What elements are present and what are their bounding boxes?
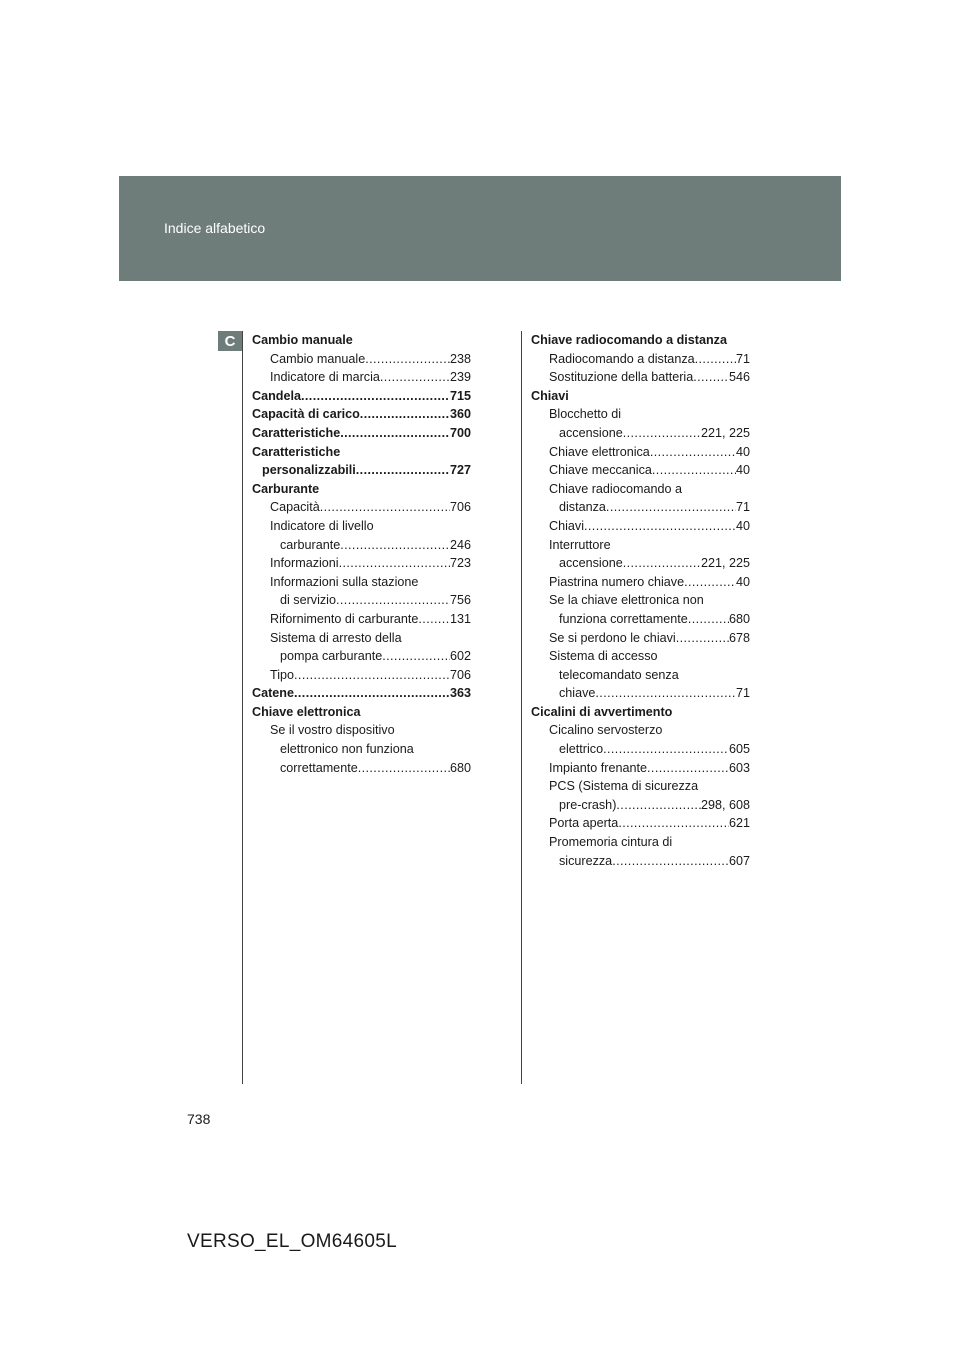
index-entry-text: Cambio manuale: [252, 333, 353, 347]
index-entry: [531, 443, 750, 462]
index-entry: [531, 740, 750, 759]
index-entry: [531, 424, 750, 443]
leader-dots: [360, 405, 450, 424]
index-entry: [252, 331, 471, 350]
index-entry-text: Chiave meccanica: [549, 463, 652, 478]
index-entry: [531, 591, 750, 610]
index-entry-text: Chiavi: [549, 518, 584, 533]
index-entry: [252, 629, 471, 648]
index-entry-text: Chiavi: [531, 388, 569, 403]
index-entry-page: 131: [449, 611, 471, 626]
index-entry-page: 238: [449, 351, 471, 366]
leader-dots: [336, 591, 450, 610]
index-entry: [531, 405, 750, 424]
index-entry-text: Impianto frenante: [549, 760, 648, 775]
index-entry-text: PCS (Sistema di sicurezza: [549, 779, 699, 794]
index-entry-text: Chiave radiocomando a distanza: [531, 333, 727, 347]
index-entry: [252, 554, 471, 573]
index-entry: [531, 368, 750, 387]
index-entry-text: Sistema di accesso: [549, 649, 658, 664]
index-entry: [252, 480, 471, 499]
index-entry: [252, 647, 471, 666]
leader-dots: [650, 443, 736, 462]
index-entry: [531, 703, 750, 722]
index-column-left: [252, 331, 471, 777]
index-entry-page: 680: [449, 760, 471, 775]
index-entry: [252, 498, 471, 517]
leader-dots: [688, 610, 729, 629]
index-entry-text: Cambio manuale: [270, 351, 366, 366]
index-entry-text: Cicalino servosterzo: [549, 723, 663, 738]
index-entry-text: Carburante: [252, 481, 320, 496]
leader-dots: [365, 350, 450, 369]
index-entry: [531, 350, 750, 369]
index-entry-page: 605: [728, 742, 750, 757]
index-entry: [531, 498, 750, 517]
index-entry-text: Rifornimento di carburante: [270, 611, 419, 626]
index-entry: [252, 368, 471, 387]
leader-dots: [294, 666, 450, 685]
index-entry-page: 700: [449, 425, 471, 440]
index-entry: [252, 350, 471, 369]
index-entry: [252, 405, 471, 424]
index-entry-page: 40: [735, 444, 750, 459]
index-entry: [531, 461, 750, 480]
index-entry: [531, 647, 750, 666]
leader-dots: [339, 554, 450, 573]
index-entry: [531, 796, 750, 815]
index-entry-page: 756: [449, 593, 471, 608]
index-entry: [531, 387, 750, 406]
index-entry: [252, 591, 471, 610]
index-entry-text: funziona correttamente: [559, 611, 688, 626]
index-entry: [531, 666, 750, 685]
index-entry-page: 221, 225: [700, 425, 750, 440]
index-entry-text: pompa carburante: [280, 649, 383, 664]
index-entry-text: Piastrina numero chiave: [549, 574, 685, 589]
index-entry-page: 71: [735, 500, 750, 515]
page-number: 738: [187, 1111, 211, 1127]
index-entry-text: Chiave elettronica: [252, 704, 361, 719]
index-entry-page: 607: [728, 853, 750, 868]
index-entry-page: 678: [728, 630, 750, 645]
index-entry-page: 360: [449, 407, 471, 422]
index-entry-text: Caratteristiche: [252, 444, 341, 459]
index-entry-page: 71: [735, 351, 750, 366]
index-entry-page: 546: [728, 370, 750, 385]
index-entry-text: Indicatore di livello: [270, 518, 374, 533]
index-entry: [252, 703, 471, 722]
index-entry-text: Se si perdono le chiavi: [549, 630, 676, 645]
index-entry: [252, 536, 471, 555]
index-entry-page: 727: [449, 463, 471, 478]
index-entry-page: 246: [449, 537, 471, 552]
index-entry-text: elettrico: [559, 742, 604, 757]
header-title: Indice alfabetico: [164, 220, 266, 236]
index-entry: [531, 573, 750, 592]
leader-dots: [606, 498, 736, 517]
leader-dots: [623, 424, 701, 443]
index-entry: [252, 387, 471, 406]
index-entry: [531, 610, 750, 629]
index-entry-text: Cicalini di avvertimento: [531, 704, 673, 719]
column-divider-middle: [521, 331, 522, 1084]
index-entry-text: distanza: [559, 500, 606, 515]
leader-dots: [647, 759, 729, 778]
leader-dots: [356, 461, 450, 480]
leader-dots: [684, 573, 736, 592]
index-entry: [531, 536, 750, 555]
leader-dots: [618, 814, 729, 833]
index-entry-text: personalizzabili: [262, 463, 356, 478]
leader-dots: [320, 498, 450, 517]
index-entry-page: 602: [449, 649, 471, 664]
index-entry-text: Tipo: [270, 667, 295, 682]
index-entry-page: 239: [449, 370, 471, 385]
index-entry-page: 715: [449, 388, 471, 403]
index-entry-text: Porta aperta: [549, 816, 619, 831]
index-entry: [252, 759, 471, 778]
leader-dots: [382, 647, 450, 666]
index-column-right: [531, 331, 750, 870]
index-entry: [531, 480, 750, 499]
index-entry-text: sicurezza: [559, 853, 613, 868]
index-entry-text: Capacità di carico: [252, 407, 360, 422]
index-entry-text: accensione: [559, 556, 623, 571]
index-entry: [252, 573, 471, 592]
leader-dots: [595, 684, 736, 703]
index-entry: [531, 684, 750, 703]
leader-dots: [340, 424, 450, 443]
index-entry: [531, 517, 750, 536]
index-entry: [252, 461, 471, 480]
index-entry-text: Indicatore di marcia: [270, 370, 380, 385]
index-entry: [531, 554, 750, 573]
index-entry: [252, 684, 471, 703]
index-entry-text: Radiocomando a distanza: [549, 351, 695, 366]
index-entry-text: Sostituzione della batteria: [549, 370, 694, 385]
index-entry-text: Capacità: [270, 500, 320, 515]
index-entry-text: Sistema di arresto della: [270, 630, 402, 645]
index-entry-text: pre-crash): [559, 797, 617, 812]
index-entry-text: di servizio: [280, 593, 336, 608]
leader-dots: [294, 684, 450, 703]
leader-dots: [676, 629, 729, 648]
index-entry-page: 40: [735, 518, 750, 533]
header-band: [119, 176, 841, 281]
index-entry-text: Promemoria cintura di: [549, 835, 673, 850]
index-entry-text: Se la chiave elettronica non: [549, 593, 704, 608]
index-entry-text: Informazioni: [270, 556, 339, 571]
index-entry: [252, 610, 471, 629]
index-entry-text: Caratteristiche: [252, 425, 341, 440]
index-entry-page: 706: [449, 500, 471, 515]
index-entry-text: elettronico non funziona: [280, 742, 414, 757]
index-entry: [531, 852, 750, 871]
leader-dots: [612, 852, 729, 871]
index-entry: [252, 721, 471, 740]
leader-dots: [623, 554, 701, 573]
document-code: VERSO_EL_OM64605L: [187, 1231, 397, 1252]
leader-dots: [418, 610, 450, 629]
leader-dots: [695, 350, 736, 369]
index-entry-page: 603: [728, 760, 750, 775]
leader-dots: [652, 461, 736, 480]
index-entry-text: Catene: [252, 686, 294, 701]
index-entry: [531, 759, 750, 778]
index-entry-page: 723: [449, 556, 471, 571]
leader-dots: [380, 368, 450, 387]
index-entry: [252, 424, 471, 443]
leader-dots: [358, 759, 450, 778]
leader-dots: [603, 740, 729, 759]
index-entry-text: accensione: [559, 425, 623, 440]
index-entry: [531, 331, 750, 350]
index-entry: [531, 721, 750, 740]
leader-dots: [693, 368, 729, 387]
index-entry-page: 40: [735, 574, 750, 589]
index-entry: [252, 666, 471, 685]
index-entry-text: chiave: [559, 686, 596, 701]
index-entry-page: 621: [728, 816, 750, 831]
index-entry-text: Informazioni sulla stazione: [270, 574, 419, 589]
index-entry-page: 40: [735, 463, 750, 478]
index-entry: [531, 777, 750, 796]
section-letter-tab: C: [218, 331, 242, 351]
index-entry-page: 221, 225: [700, 556, 750, 571]
leader-dots: [584, 517, 736, 536]
index-entry-page: 71: [735, 686, 750, 701]
index-entry-page: 706: [449, 667, 471, 682]
leader-dots: [616, 796, 701, 815]
index-entry-text: telecomandato senza: [559, 667, 679, 682]
leader-dots: [301, 387, 450, 406]
index-entry: [252, 740, 471, 759]
index-entry-text: Chiave radiocomando a: [549, 481, 683, 496]
index-entry: [252, 517, 471, 536]
index-entry-page: 680: [728, 611, 750, 626]
index-entry-text: correttamente: [280, 760, 358, 775]
leader-dots: [340, 536, 450, 555]
index-entry-page: 363: [449, 686, 471, 701]
index-entry: [531, 833, 750, 852]
index-entry-text: Blocchetto di: [549, 407, 622, 422]
index-entry-page: 298, 608: [700, 797, 750, 812]
index-entry: [252, 443, 471, 462]
index-entry-text: Candela: [252, 388, 301, 403]
index-entry-text: Interruttore: [549, 537, 611, 552]
index-entry: [531, 814, 750, 833]
index-entry-text: Se il vostro dispositivo: [270, 723, 395, 738]
index-entry: [531, 629, 750, 648]
index-entry-text: Chiave elettronica: [549, 444, 650, 459]
column-divider-left: [242, 331, 243, 1084]
index-entry-text: carburante: [280, 537, 341, 552]
